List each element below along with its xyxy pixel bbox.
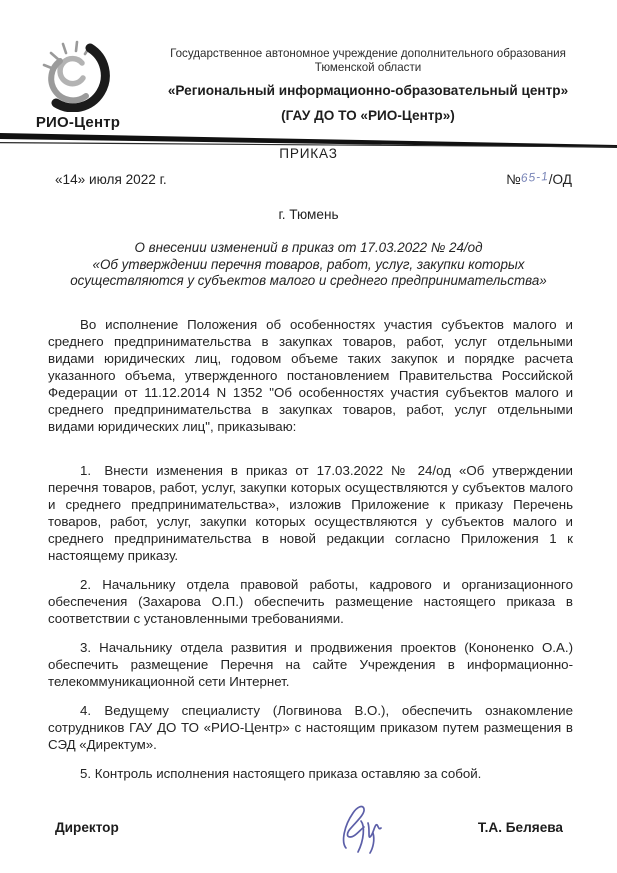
paragraph-item-2: 2. Начальнику отдела правовой работы, кадрового и организационного обеспечения (Захарова О.П.) обеспечить размещение настоящего приказа в соответствии с установленными требованиями. [48, 577, 573, 626]
doc-number-suffix: /ОД [548, 172, 572, 187]
signoff-name: Т.А. Беляева [477, 820, 563, 835]
doc-number-handwritten: 65-1 [520, 169, 549, 185]
date-number-row [55, 169, 572, 187]
header-block [128, 47, 608, 123]
doc-date: «14» июля 2022 г. [55, 172, 167, 187]
doc-subject [30, 240, 587, 290]
doc-city: г. Тюмень [278, 207, 339, 222]
paragraph-item-1: 1. Внести изменения в приказ от 17.03.2022 № 24/од «Об утверждении перечня товаров, работ, услуг, закупки которых осуществляются у субъектов малого и среднего предпринимательства», изложив Приложение к приказу Перечень товаров, работ, услуг, закупки которых осуществляются у субъектов малого и среднего предпринимательства в новой редакции согласно Приложения 1 к настоящему приказу. [48, 463, 573, 563]
signoff-role: Директор [55, 820, 119, 835]
rio-centr-logo [30, 40, 126, 131]
logo-label: РИО-Центр [35, 114, 121, 131]
org-abbreviation: (ГАУ ДО ТО «РИО-Центр») [281, 108, 455, 123]
org-name-line2: Тюменской области [314, 61, 422, 74]
subject-line-3: осуществляются у субъектов малого и среднего предпринимательства» [70, 273, 547, 288]
subject-line-2: «Об утверждении перечня товаров, работ, услуг, закупки которых [92, 256, 525, 272]
subject-line-1: О внесении изменений в приказ от 17.03.2022 № 24/од [134, 240, 483, 255]
paragraph-item-3: 3. Начальнику отдела развития и продвижения проектов (Кононенко О.А.) обеспечить размещение Перечня на сайте Учреждения в информационно-телекоммуникационной сети Интернет. [48, 640, 573, 689]
paragraph-item-4: 4. Ведущему специалисту (Логвинова В.О.), обеспечить ознакомление сотрудников ГАУ ДО ТО «РИО-Центр» с настоящим приказом путем размещения в СЭД «Директум». [48, 703, 573, 752]
paragraph-preamble: Во исполнение Положения об особенностях участия субъектов малого и среднего предпринимательства в закупках товаров, работ, услуг отдельными видами юридических лиц, годовом объеме таких закупок и порядке расчета указанного объема, утвержденного постановлением Правительства Российской Федерации от 11.12.2014 N 1352 "Об особенностях участия субъектов малого и среднего предпринимательства в закупках товаров, работ, услуг отдельными видами юридических лиц", приказываю: [48, 317, 573, 434]
org-name-line1: Государственное автономное учреждение дополнительного образования [170, 47, 566, 60]
signoff-row [55, 820, 563, 835]
doc-number [506, 169, 572, 187]
sun-swoosh-logo-icon [30, 40, 126, 112]
doc-body [48, 316, 573, 794]
paragraph-item-5: 5. Контроль исполнения настоящего приказа оставляю за собой. [80, 766, 482, 781]
doc-number-prefix: № [506, 172, 521, 187]
doc-type-heading: ПРИКАЗ [279, 146, 338, 161]
org-full-name: «Региональный информационно-образовательный центр» [167, 83, 569, 98]
